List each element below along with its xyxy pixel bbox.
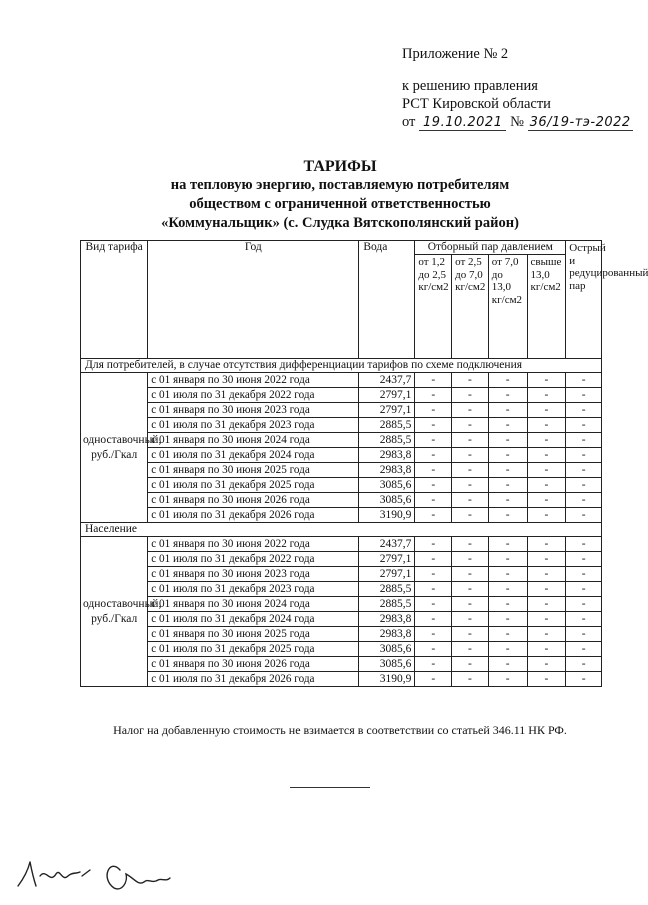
steam-1-cell: -	[415, 567, 452, 582]
steam-3-cell: -	[488, 448, 527, 463]
steam-1-cell: -	[415, 627, 452, 642]
steam-1-cell: -	[415, 388, 452, 403]
header-steam-1: от 1,2 до 2,5 кг/см2	[415, 255, 452, 359]
water-value-cell: 3190,9	[359, 672, 415, 687]
table-row	[81, 463, 602, 478]
steam-2-cell: -	[452, 627, 489, 642]
steam-2-cell: -	[452, 582, 489, 597]
steam-4-cell: -	[527, 552, 566, 567]
steam-2-cell: -	[452, 448, 489, 463]
steam-2-cell: -	[452, 642, 489, 657]
period-cell: с 01 января по 30 июня 2023 года	[148, 403, 359, 418]
water-value-cell: 2797,1	[359, 567, 415, 582]
sharp-steam-cell: -	[566, 567, 602, 582]
sharp-steam-cell: -	[566, 478, 602, 493]
steam-2-cell: -	[452, 597, 489, 612]
title-heading: ТАРИФЫ	[303, 158, 377, 175]
period-cell: с 01 января по 30 июня 2022 года	[148, 537, 359, 552]
steam-3-cell: -	[488, 463, 527, 478]
decision-date: 19.10.2021	[419, 115, 506, 131]
sharp-steam-cell: -	[566, 597, 602, 612]
steam-1-cell: -	[415, 582, 452, 597]
steam-3-cell: -	[488, 657, 527, 672]
steam-4-cell: -	[527, 597, 566, 612]
period-cell: с 01 июля по 31 декабря 2022 года	[148, 388, 359, 403]
period-cell: с 01 июля по 31 декабря 2024 года	[148, 448, 359, 463]
steam-1-cell: -	[415, 612, 452, 627]
steam-1-cell: -	[415, 403, 452, 418]
steam-4-cell: -	[527, 508, 566, 523]
sharp-steam-cell: -	[566, 508, 602, 523]
section-row	[81, 523, 602, 537]
table-row	[81, 403, 602, 418]
steam-1-cell: -	[415, 433, 452, 448]
water-value-cell: 2983,8	[359, 463, 415, 478]
table-row	[81, 627, 602, 642]
water-value-cell: 2437,7	[359, 537, 415, 552]
table-row	[81, 373, 602, 388]
period-cell: с 01 июля по 31 декабря 2022 года	[148, 552, 359, 567]
period-cell: с 01 января по 30 июня 2026 года	[148, 493, 359, 508]
water-value-cell: 3085,6	[359, 642, 415, 657]
steam-3-cell: -	[488, 672, 527, 687]
section-row	[81, 359, 602, 373]
table-row	[81, 552, 602, 567]
header-steam-4: свыше 13,0 кг/см2	[527, 255, 566, 359]
header-steam-3: от 7,0 до 13,0 кг/см2	[488, 255, 527, 359]
steam-1-cell: -	[415, 537, 452, 552]
decision-date-line	[402, 113, 633, 132]
appendix-label: Приложение № 2	[402, 46, 509, 62]
sharp-steam-cell: -	[566, 642, 602, 657]
sharp-steam-cell: -	[566, 403, 602, 418]
period-cell: с 01 января по 30 июня 2025 года	[148, 627, 359, 642]
steam-1-cell: -	[415, 508, 452, 523]
date-prefix: от	[402, 114, 416, 130]
table-row	[81, 672, 602, 687]
steam-4-cell: -	[527, 463, 566, 478]
steam-4-cell: -	[527, 403, 566, 418]
steam-1-cell: -	[415, 478, 452, 493]
steam-3-cell: -	[488, 582, 527, 597]
steam-3-cell: -	[488, 508, 527, 523]
water-value-cell: 2885,5	[359, 433, 415, 448]
period-cell: с 01 января по 30 июня 2022 года	[148, 373, 359, 388]
steam-4-cell: -	[527, 567, 566, 582]
number-prefix: №	[510, 114, 524, 130]
steam-3-cell: -	[488, 388, 527, 403]
steam-1-cell: -	[415, 448, 452, 463]
water-value-cell: 2885,5	[359, 582, 415, 597]
table-row	[81, 657, 602, 672]
table-row	[81, 448, 602, 463]
steam-4-cell: -	[527, 582, 566, 597]
table-row	[81, 537, 602, 552]
steam-2-cell: -	[452, 478, 489, 493]
steam-2-cell: -	[452, 418, 489, 433]
period-cell: с 01 января по 30 июня 2026 года	[148, 657, 359, 672]
sharp-steam-cell: -	[566, 627, 602, 642]
steam-2-cell: -	[452, 433, 489, 448]
section-label: Население	[81, 523, 602, 537]
water-value-cell: 3085,6	[359, 493, 415, 508]
steam-2-cell: -	[452, 508, 489, 523]
steam-1-cell: -	[415, 463, 452, 478]
water-value-cell: 3190,9	[359, 508, 415, 523]
sharp-steam-cell: -	[566, 657, 602, 672]
steam-3-cell: -	[488, 612, 527, 627]
steam-2-cell: -	[452, 657, 489, 672]
water-value-cell: 2797,1	[359, 552, 415, 567]
tax-note: Налог на добавленную стоимость не взимается в соответствии со статьей 346.11 НК РФ.	[113, 723, 567, 737]
steam-2-cell: -	[452, 388, 489, 403]
steam-3-cell: -	[488, 597, 527, 612]
header-period: Год	[148, 241, 359, 359]
sharp-steam-cell: -	[566, 582, 602, 597]
table-row	[81, 493, 602, 508]
water-value-cell: 2885,5	[359, 418, 415, 433]
steam-2-cell: -	[452, 567, 489, 582]
table-row	[81, 597, 602, 612]
period-cell: с 01 июля по 31 декабря 2025 года	[148, 642, 359, 657]
steam-3-cell: -	[488, 493, 527, 508]
sharp-steam-cell: -	[566, 418, 602, 433]
steam-3-cell: -	[488, 552, 527, 567]
steam-4-cell: -	[527, 642, 566, 657]
steam-1-cell: -	[415, 552, 452, 567]
steam-1-cell: -	[415, 672, 452, 687]
steam-4-cell: -	[527, 672, 566, 687]
period-cell: с 01 июля по 31 декабря 2026 года	[148, 672, 359, 687]
table-row	[81, 567, 602, 582]
steam-2-cell: -	[452, 403, 489, 418]
steam-2-cell: -	[452, 552, 489, 567]
header-water: Вода	[359, 241, 415, 359]
steam-4-cell: -	[527, 373, 566, 388]
water-value-cell: 2983,8	[359, 448, 415, 463]
decision-line-2: РСТ Кировской области	[402, 96, 551, 112]
period-cell: с 01 июля по 31 декабря 2025 года	[148, 478, 359, 493]
water-value-cell: 2885,5	[359, 597, 415, 612]
steam-1-cell: -	[415, 642, 452, 657]
sharp-steam-cell: -	[566, 388, 602, 403]
signature-image	[10, 848, 210, 898]
steam-2-cell: -	[452, 373, 489, 388]
sharp-steam-cell: -	[566, 612, 602, 627]
section-label: Для потребителей, в случае отсутствия дифференциации тарифов по схеме подключения	[81, 359, 602, 373]
steam-4-cell: -	[527, 418, 566, 433]
sharp-steam-cell: -	[566, 672, 602, 687]
decision-number: 36/19-тэ-2022	[529, 115, 631, 130]
steam-4-cell: -	[527, 448, 566, 463]
steam-3-cell: -	[488, 433, 527, 448]
water-value-cell: 3085,6	[359, 657, 415, 672]
sharp-steam-cell: -	[566, 448, 602, 463]
water-value-cell: 2797,1	[359, 403, 415, 418]
title-line-2: обществом с ограниченной ответственностью	[189, 196, 491, 212]
document-title	[70, 157, 610, 233]
steam-3-cell: -	[488, 373, 527, 388]
steam-3-cell: -	[488, 478, 527, 493]
steam-4-cell: -	[527, 493, 566, 508]
steam-2-cell: -	[452, 612, 489, 627]
steam-3-cell: -	[488, 537, 527, 552]
steam-3-cell: -	[488, 403, 527, 418]
table-row	[81, 478, 602, 493]
title-line-3: «Коммунальщик» (с. Слудка Вятскополянский район)	[161, 215, 519, 231]
table-row	[81, 433, 602, 448]
steam-1-cell: -	[415, 597, 452, 612]
steam-4-cell: -	[527, 478, 566, 493]
table-row	[81, 418, 602, 433]
period-cell: с 01 июля по 31 декабря 2026 года	[148, 508, 359, 523]
table-row	[81, 612, 602, 627]
steam-1-cell: -	[415, 657, 452, 672]
header-steam-2: от 2,5 до 7,0 кг/см2	[452, 255, 489, 359]
sharp-steam-cell: -	[566, 493, 602, 508]
period-cell: с 01 января по 30 июня 2024 года	[148, 597, 359, 612]
steam-1-cell: -	[415, 373, 452, 388]
table-row	[81, 582, 602, 597]
steam-4-cell: -	[527, 612, 566, 627]
header-tariff-type: Вид тарифа	[81, 241, 148, 359]
steam-1-cell: -	[415, 418, 452, 433]
tariff-table	[80, 240, 648, 687]
water-value-cell: 2983,8	[359, 612, 415, 627]
water-value-cell: 2437,7	[359, 373, 415, 388]
steam-4-cell: -	[527, 433, 566, 448]
tariff-type-cell: одноставочный, руб./Гкал	[81, 537, 148, 687]
period-cell: с 01 июля по 31 декабря 2024 года	[148, 612, 359, 627]
sharp-steam-cell: -	[566, 433, 602, 448]
steam-1-cell: -	[415, 493, 452, 508]
sharp-steam-cell: -	[566, 373, 602, 388]
steam-2-cell: -	[452, 537, 489, 552]
table-row	[81, 508, 602, 523]
header-sharp-steam: Острый и редуцированный пар	[566, 241, 602, 359]
title-line-1: на тепловую энергию, поставляемую потребителям	[170, 177, 510, 193]
steam-2-cell: -	[452, 672, 489, 687]
water-value-cell: 3085,6	[359, 478, 415, 493]
decision-line-1: к решению правления	[402, 78, 538, 94]
steam-3-cell: -	[488, 567, 527, 582]
water-value-cell: 2797,1	[359, 388, 415, 403]
period-cell: с 01 января по 30 июня 2025 года	[148, 463, 359, 478]
separator-line	[290, 787, 370, 788]
steam-4-cell: -	[527, 627, 566, 642]
table-row	[81, 388, 602, 403]
steam-4-cell: -	[527, 388, 566, 403]
tariff-type-cell: одноставочный, руб./Гкал	[81, 373, 148, 523]
header-steam-group: Отборный пар давлением	[415, 241, 566, 255]
table-row	[81, 642, 602, 657]
period-cell: с 01 января по 30 июня 2024 года	[148, 433, 359, 448]
period-cell: с 01 июля по 31 декабря 2023 года	[148, 582, 359, 597]
period-cell: с 01 января по 30 июня 2023 года	[148, 567, 359, 582]
period-cell: с 01 июля по 31 декабря 2023 года	[148, 418, 359, 433]
sharp-steam-cell: -	[566, 463, 602, 478]
steam-2-cell: -	[452, 493, 489, 508]
steam-2-cell: -	[452, 463, 489, 478]
sharp-steam-cell: -	[566, 552, 602, 567]
sharp-steam-cell: -	[566, 537, 602, 552]
steam-3-cell: -	[488, 627, 527, 642]
steam-4-cell: -	[527, 657, 566, 672]
steam-4-cell: -	[527, 537, 566, 552]
steam-3-cell: -	[488, 642, 527, 657]
steam-3-cell: -	[488, 418, 527, 433]
water-value-cell: 2983,8	[359, 627, 415, 642]
